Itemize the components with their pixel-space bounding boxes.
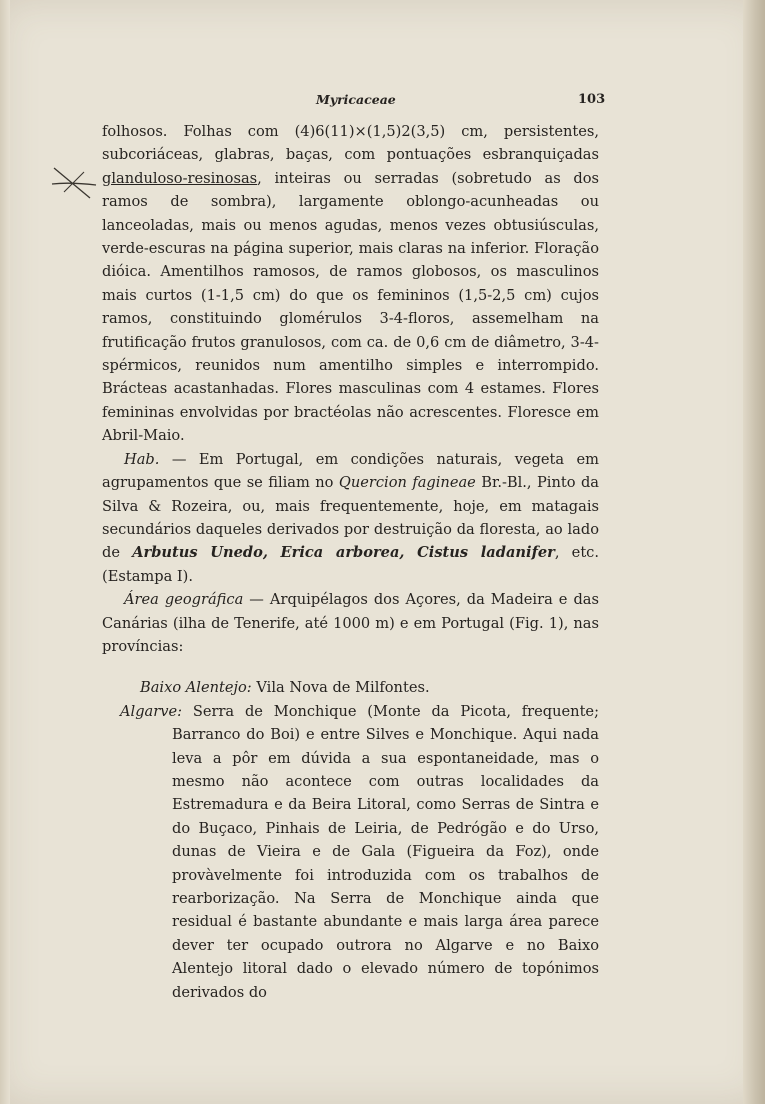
description-text-start: folhosos. Folhas com (4)6(11)×(1,5)2(3,5) cm, persistentes, subcoriáceas, glabras, baças, com pontuações esbranquiçadas <box>102 123 599 164</box>
description-text-end: , inteiras ou serradas (sobretudo as dos ramos de sombra), largamente oblongo-acunheadas ou lanceoladas, mais ou menos agudas, menos vezes obtusiúsculas, verde-escuras na página superior, mais claras na inferior. Floração dióica. Amentilhos ramosos, de ramos globosos, os masculinos mais curtos (1-1,5 cm) do que os femininos (1,5-2,5 cm) cujos ramos, constituindo glomérulos 3-4-floros, assemelham na frutificação frutos granulosos, com ca. de 0,6 cm de diâmetro, 3-4-spérmicos, reunidos num amentilho simples e interrompido. Brácteas acastanhadas. Flores masculinas com 4 estames. Flores femininas envolvidas por bractéolas não acrescentes. Floresce em Abril-Maio. <box>102 169 599 445</box>
geographic-area-paragraph <box>102 588 599 658</box>
body-text <box>102 120 599 1004</box>
description-paragraph <box>102 120 599 448</box>
province-item-algarve <box>102 700 599 1004</box>
habitat-taxa-list: Arbutus Unedo, Erica arborea, Cistus ladanifer <box>132 544 555 562</box>
habitat-paragraph <box>102 448 599 588</box>
province-name: Algarve: <box>120 702 183 720</box>
geographic-area-label: Área geográfica <box>124 591 244 609</box>
province-item-baixo-alentejo <box>102 676 599 699</box>
province-list <box>102 676 599 1004</box>
underlined-term: glanduloso-resinosas <box>102 169 258 187</box>
geographic-area-text: — Arquipélagos dos Açores, da Madeira e das Canárias (ilha de Tenerife, até 1000 m) e em Portugal (Fig. 1), nas províncias: <box>102 591 599 655</box>
habitat-taxon-quercion: Quercion fagineae <box>338 474 476 492</box>
habitat-text-2: Br.-Bl., Pinto da Silva & Rozeira, ou, mais frequentemente, hoje, em matagais secundários daqueles derivados por destruição da floresta, ao lado de <box>102 474 599 562</box>
province-text: Serra de Monchique (Monte da Picota, frequente; Barranco do Boi) e entre Silves e Monchique. Aqui nada leva a pôr em dúvida a sua espontaneidade, mas o mesmo não acontece com outras localidades da Estremadura e da Beira Litoral, como Serras de Sintra e do Buçaco, Pinhais de Leiria, de Pedrógão e do Urso, dunas de Vieira e de Gala (Figueira da Foz), onde provàvelmente foi introduzida com os trabalhos de rearborização. Na Serra de Monchique ainda que residual é bastante abundante e mais larga área parece dever ter ocupado outrora no Algarve e no Baixo Alentejo litoral dado o elevado número de topónimos derivados do <box>172 702 599 1001</box>
habitat-text-3: , etc. (Estampa I). <box>102 544 599 585</box>
handwritten-margin-mark-icon <box>50 162 100 206</box>
page-right-edge <box>743 0 765 1104</box>
province-name: Baixo Alentejo: <box>140 679 252 697</box>
running-head: Myricaceae <box>316 92 396 107</box>
habitat-label: Hab. <box>124 450 160 468</box>
page-number: 103 <box>578 92 606 107</box>
habitat-text-1: — Em Portugal, em condições naturais, vegeta em agrupamentos que se filiam no <box>102 450 599 492</box>
province-text: Vila Nova de Milfontes. <box>251 679 430 697</box>
page-left-shadow <box>0 0 10 1104</box>
